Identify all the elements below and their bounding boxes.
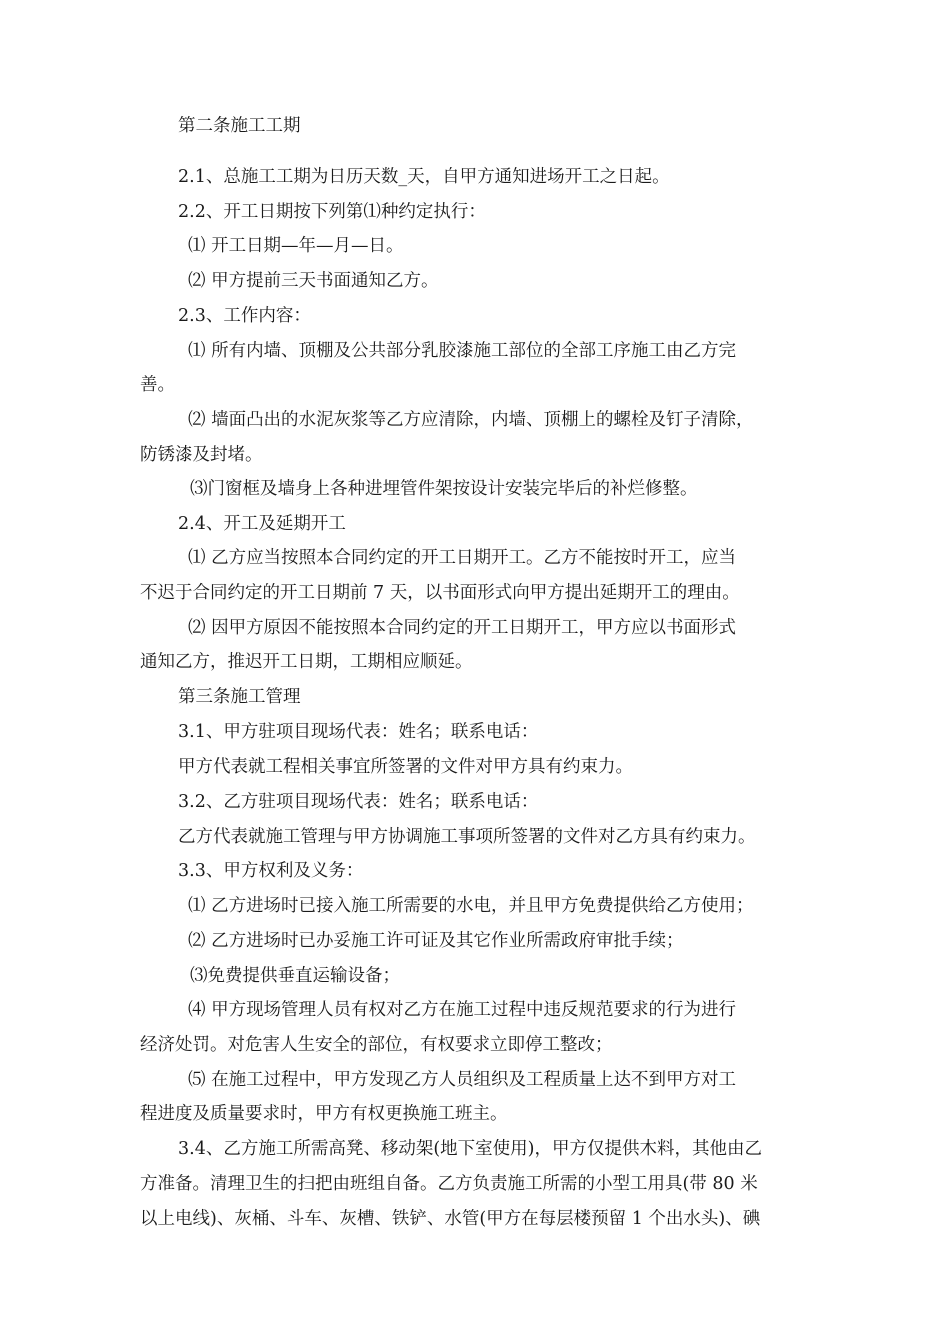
paragraph-line: 2.1、总施工工期为日历天数_天，自甲方通知进场开工之日起。 (178, 167, 670, 187)
paragraph-line: 3.2、乙方驻项目现场代表：姓名；联系电话： (178, 792, 539, 812)
paragraph-line: ⑴ 开工日期—年—月—日。 (188, 236, 404, 256)
paragraph-line: ⑵ 墙面凸出的水泥灰浆等乙方应清除，内墙、顶棚上的螺栓及钉子清除， (188, 410, 754, 430)
paragraph-line: 乙方代表就施工管理与甲方协调施工事项所签署的文件对乙方具有约束力。 (178, 827, 756, 847)
paragraph-line: 3.4、乙方施工所需高凳、移动架(地下室使用)，甲方仅提供木料，其他由乙 (178, 1139, 762, 1159)
paragraph-line: ⑸ 在施工过程中，甲方发现乙方人员组织及工程质量上达不到甲方对工 (188, 1070, 737, 1090)
paragraph-line: 程进度及质量要求时，甲方有权更换施工班主。 (140, 1104, 508, 1124)
paragraph-line: 通知乙方，推迟开工日期，工期相应顺延。 (140, 652, 473, 672)
paragraph-line: ⑴ 乙方应当按照本合同约定的开工日期开工。乙方不能按时开工，应当 (188, 548, 737, 568)
paragraph-line: 不迟于合同约定的开工日期前 7 天，以书面形式向甲方提出延期开工的理由。 (140, 583, 740, 603)
paragraph-line: ⑵ 因甲方原因不能按照本合同约定的开工日期开工，甲方应以书面形式 (188, 618, 737, 638)
paragraph-line: ⑴ 乙方进场时已接入施工所需要的水电，并且甲方免费提供给乙方使用； (188, 896, 754, 916)
section-2-heading: 第二条施工工期 (178, 116, 301, 136)
paragraph-line: 防锈漆及封堵。 (140, 445, 263, 465)
paragraph-line: 2.4、开工及延期开工 (178, 514, 346, 534)
paragraph-line: 2.2、开工日期按下列第⑴种约定执行： (178, 202, 486, 222)
paragraph-line: 3.3、甲方权利及义务： (178, 861, 364, 881)
paragraph-line: 甲方代表就工程相关事宜所签署的文件对甲方具有约束力。 (178, 757, 633, 777)
paragraph-line: ⑶门窗框及墙身上各种进埋管件架按设计安装完毕后的补烂修整。 (190, 479, 698, 499)
paragraph-line: 经济处罚。对危害人生安全的部位，有权要求立即停工整改； (140, 1035, 613, 1055)
section-3-heading: 第三条施工管理 (178, 687, 301, 707)
paragraph-line: 方准备。清理卫生的扫把由班组自备。乙方负责施工所需的小型工用具(带 80 米 (140, 1174, 758, 1194)
paragraph-line: ⑴ 所有内墙、顶棚及公共部分乳胶漆施工部位的全部工序施工由乙方完 (188, 341, 737, 361)
paragraph-line: ⑵ 乙方进场时已办妥施工许可证及其它作业所需政府审批手续； (188, 931, 684, 951)
paragraph-line: 3.1、甲方驻项目现场代表：姓名；联系电话： (178, 722, 539, 742)
paragraph-line: 以上电线)、灰桶、斗车、灰槽、铁铲、水管(甲方在每层楼预留 1 个出水头)、碘 (140, 1209, 761, 1229)
paragraph-line: ⑶免费提供垂直运输设备； (190, 966, 400, 986)
paragraph-line: ⑵ 甲方提前三天书面通知乙方。 (188, 271, 439, 291)
paragraph-line: 2.3、工作内容： (178, 306, 311, 326)
paragraph-line: 善。 (140, 375, 175, 395)
paragraph-line: ⑷ 甲方现场管理人员有权对乙方在施工过程中违反规范要求的行为进行 (188, 1000, 737, 1020)
